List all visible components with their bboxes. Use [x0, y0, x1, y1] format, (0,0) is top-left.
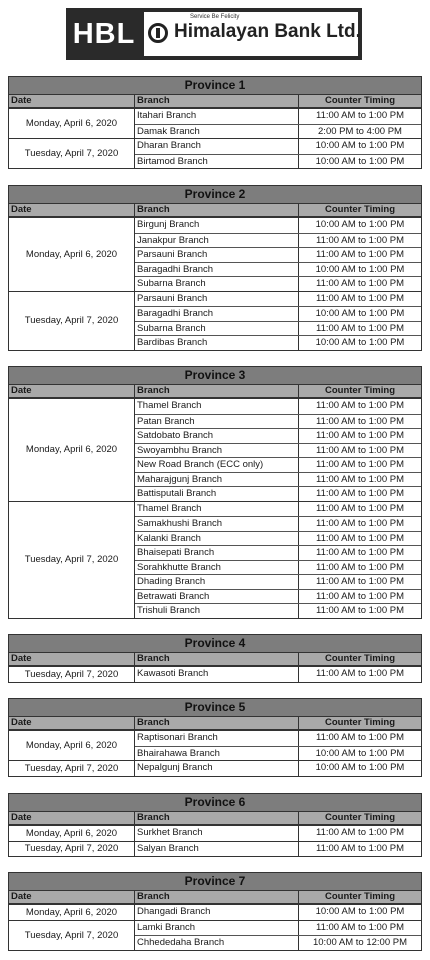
province-table: [8, 366, 422, 619]
logo-name-panel: [144, 12, 361, 56]
date-column-header: Date: [9, 204, 135, 216]
timing-cell: 10:00 AM to 1:00 PM: [315, 140, 405, 151]
date-column-header: Date: [9, 95, 135, 107]
timing-cell: 11:00 AM to 1:00 PM: [315, 732, 404, 743]
branch-column-header: Branch: [135, 891, 299, 903]
branch-cell: Surkhet Branch: [135, 826, 299, 841]
timing-cell: 10:00 AM to 1:00 PM: [315, 906, 405, 917]
timing-cell: 11:00 AM to 1:00 PM: [315, 532, 404, 544]
date-cell: Monday, April 6, 2020: [9, 731, 135, 760]
date-cell: Monday, April 6, 2020: [9, 905, 135, 920]
timing-cell: 11:00 AM to 1:00 PM: [315, 292, 404, 304]
timing-cell: 10:00 AM to 1:00 PM: [315, 219, 405, 230]
timing-cell: 11:00 AM to 1:00 PM: [315, 234, 404, 246]
timing-cell: 10:00 AM to 12:00 PM: [312, 937, 407, 948]
timing-cell: 11:00 AM to 1:00 PM: [315, 921, 404, 933]
table-row: [135, 276, 421, 291]
timing-column-header: Counter Timing: [324, 385, 396, 396]
timing-cell: 11:00 AM to 1:00 PM: [315, 547, 404, 558]
branch-cell: Battisputali Branch: [135, 487, 299, 501]
province-title: Province 4: [9, 635, 421, 653]
date-cell: Tuesday, April 7, 2020: [9, 502, 135, 618]
table-row: [135, 321, 421, 336]
branch-cell: Subarna Branch: [135, 277, 299, 291]
timing-cell: 11:00 AM to 1:00 PM: [315, 842, 404, 854]
table-row: [135, 531, 421, 546]
table-row: [135, 154, 421, 169]
column-header-row: [9, 653, 421, 666]
branch-cell: Parsauni Branch: [135, 292, 299, 307]
date-cell: Tuesday, April 7, 2020: [9, 292, 135, 350]
date-cell: Monday, April 6, 2020: [9, 399, 135, 501]
branch-cell: Parsauni Branch: [135, 248, 299, 262]
table-row: [135, 574, 421, 589]
table-row: [135, 247, 421, 262]
branch-cell: Kawasoti Branch: [135, 667, 299, 682]
date-cell: Tuesday, April 7, 2020: [9, 921, 135, 950]
branch-cell: Patan Branch: [135, 415, 299, 429]
province-title: Province 3: [9, 367, 421, 385]
branch-cell: Baragadhi Branch: [135, 263, 299, 277]
bank-logo: [66, 8, 362, 60]
date-group: [9, 760, 421, 776]
date-cell: Monday, April 6, 2020: [9, 218, 135, 291]
branch-cell: Satdobato Branch: [135, 429, 299, 443]
date-column-header: Date: [9, 385, 135, 397]
column-header-row: [9, 891, 421, 904]
timing-cell: 11:00 AM to 1:00 PM: [315, 400, 404, 411]
branch-cell: Dhangadi Branch: [135, 905, 299, 920]
date-group: [9, 108, 421, 138]
timing-cell: 11:00 AM to 1:00 PM: [315, 605, 404, 616]
branch-cell: Chhededaha Branch: [135, 936, 299, 950]
branch-cell: Subarna Branch: [135, 322, 299, 336]
branch-cell: Bardibas Branch: [135, 336, 299, 350]
table-row: [135, 826, 421, 841]
branch-cell: Baragadhi Branch: [135, 307, 299, 321]
branch-cell: Maharajgunj Branch: [135, 473, 299, 487]
table-row: [135, 457, 421, 472]
date-group: [9, 825, 421, 841]
timing-cell: 10:00 AM to 1:00 PM: [315, 308, 405, 319]
date-column-header: Date: [9, 891, 135, 903]
timing-cell: 11:00 AM to 1:00 PM: [315, 249, 404, 260]
timing-cell: 11:00 AM to 1:00 PM: [315, 473, 404, 485]
province-table: [8, 185, 422, 351]
date-group: [9, 730, 421, 760]
table-row: [135, 335, 421, 350]
date-cell: Monday, April 6, 2020: [9, 109, 135, 138]
branch-column-header: Branch: [135, 812, 299, 824]
branch-cell: Birtamod Branch: [135, 155, 299, 169]
table-row: [135, 399, 421, 414]
logo-tagline: Service Be Felicity: [190, 14, 240, 20]
timing-column-header: Counter Timing: [324, 95, 396, 106]
table-row: [135, 667, 421, 682]
province-table: [8, 698, 422, 777]
table-row: [135, 905, 421, 920]
date-group: [9, 904, 421, 920]
table-row: [135, 262, 421, 277]
branch-cell: Lamki Branch: [135, 921, 299, 936]
timing-cell: 11:00 AM to 1:00 PM: [315, 415, 404, 427]
province-title: Province 2: [9, 186, 421, 204]
timing-cell: 11:00 AM to 1:00 PM: [315, 110, 404, 121]
timing-cell: 11:00 AM to 1:00 PM: [315, 278, 404, 289]
branch-column-header: Branch: [135, 204, 299, 216]
branch-cell: Damak Branch: [135, 125, 299, 139]
timing-cell: 11:00 AM to 1:00 PM: [315, 576, 404, 587]
branch-cell: Itahari Branch: [135, 109, 299, 124]
date-cell: Monday, April 6, 2020: [9, 826, 135, 841]
branch-cell: Bhaisepati Branch: [135, 546, 299, 560]
timing-cell: 2:00 PM to 4:00 PM: [318, 125, 402, 137]
timing-cell: 10:00 AM to 1:00 PM: [315, 263, 405, 275]
timing-column-header: Counter Timing: [324, 717, 396, 728]
branch-column-header: Branch: [135, 653, 299, 665]
table-row: [135, 486, 421, 501]
timing-cell: 11:00 AM to 1:00 PM: [315, 590, 404, 602]
province-title: Province 6: [9, 794, 421, 812]
column-header-row: [9, 812, 421, 825]
timing-cell: 11:00 AM to 1:00 PM: [315, 444, 404, 456]
timing-cell: 11:00 AM to 1:00 PM: [315, 488, 404, 499]
table-row: [135, 516, 421, 531]
branch-cell: Sorahkhutte Branch: [135, 561, 299, 575]
date-group: [9, 398, 421, 501]
timing-cell: 11:00 AM to 1:00 PM: [315, 459, 404, 470]
branch-cell: Bhairahawa Branch: [135, 747, 299, 761]
table-row: [135, 560, 421, 575]
date-group: [9, 291, 421, 350]
bank-name: Himalayan Bank Ltd.: [174, 21, 361, 42]
province-title: Province 7: [9, 873, 421, 891]
timing-cell: 11:00 AM to 1:00 PM: [315, 668, 404, 679]
table-row: [135, 428, 421, 443]
table-row: [135, 233, 421, 248]
table-row: [135, 414, 421, 429]
branch-cell: Dhading Branch: [135, 575, 299, 589]
bank-emblem-icon: [148, 23, 168, 43]
branch-cell: Betrawati Branch: [135, 590, 299, 604]
branch-cell: Thamel Branch: [135, 502, 299, 517]
branch-cell: Swoyambhu Branch: [135, 444, 299, 458]
branch-cell: Birgunj Branch: [135, 218, 299, 233]
date-cell: Tuesday, April 7, 2020: [9, 761, 135, 776]
branch-cell: Kalanki Branch: [135, 532, 299, 546]
table-row: [135, 218, 421, 233]
table-row: [135, 935, 421, 950]
branch-cell: Thamel Branch: [135, 399, 299, 414]
branch-cell: Janakpur Branch: [135, 234, 299, 248]
date-cell: Tuesday, April 7, 2020: [9, 667, 135, 682]
branch-cell: Samakhushi Branch: [135, 517, 299, 531]
date-group: [9, 920, 421, 950]
timing-cell: 11:00 AM to 1:00 PM: [315, 502, 404, 514]
date-cell: Tuesday, April 7, 2020: [9, 139, 135, 168]
logo-abbreviation: HBL: [72, 18, 136, 50]
table-row: [135, 921, 421, 936]
table-row: [135, 589, 421, 604]
branch-column-header: Branch: [135, 385, 299, 397]
table-row: [135, 545, 421, 560]
date-group: [9, 138, 421, 168]
date-column-header: Date: [9, 653, 135, 665]
province-table: [8, 634, 422, 683]
date-column-header: Date: [9, 812, 135, 824]
date-cell: Tuesday, April 7, 2020: [9, 842, 135, 857]
table-row: [135, 292, 421, 307]
table-row: [135, 472, 421, 487]
date-group: [9, 501, 421, 618]
date-group: [9, 666, 421, 682]
table-row: [135, 502, 421, 517]
branch-cell: Trishuli Branch: [135, 604, 299, 618]
timing-column-header: Counter Timing: [324, 204, 396, 215]
branch-cell: New Road Branch (ECC only): [135, 458, 299, 472]
branch-cell: Raptisonari Branch: [135, 731, 299, 746]
timing-cell: 10:00 AM to 1:00 PM: [315, 762, 405, 773]
timing-cell: 11:00 AM to 1:00 PM: [315, 430, 404, 441]
timing-cell: 11:00 AM to 1:00 PM: [315, 561, 404, 573]
timing-cell: 10:00 AM to 1:00 PM: [315, 337, 405, 348]
table-row: [135, 842, 421, 857]
date-group: [9, 841, 421, 857]
timing-cell: 11:00 AM to 1:00 PM: [315, 322, 404, 334]
timing-cell: 11:00 AM to 1:00 PM: [315, 518, 404, 529]
timing-cell: 10:00 AM to 1:00 PM: [315, 155, 405, 167]
column-header-row: [9, 95, 421, 108]
province-title: Province 1: [9, 77, 421, 95]
province-table: [8, 872, 422, 951]
table-row: [135, 306, 421, 321]
branch-column-header: Branch: [135, 717, 299, 729]
timing-cell: 11:00 AM to 1:00 PM: [315, 827, 404, 838]
column-header-row: [9, 385, 421, 398]
table-row: [135, 109, 421, 124]
branch-cell: Nepalgunj Branch: [135, 761, 299, 776]
table-row: [135, 139, 421, 154]
branch-cell: Salyan Branch: [135, 842, 299, 857]
province-table: [8, 793, 422, 857]
table-row: [135, 124, 421, 139]
timing-cell: 10:00 AM to 1:00 PM: [315, 747, 405, 759]
province-table: [8, 76, 422, 169]
table-row: [135, 746, 421, 761]
table-row: [135, 761, 421, 776]
column-header-row: [9, 717, 421, 730]
timing-column-header: Counter Timing: [324, 653, 396, 664]
table-row: [135, 443, 421, 458]
branch-cell: Dharan Branch: [135, 139, 299, 154]
table-row: [135, 731, 421, 746]
branch-column-header: Branch: [135, 95, 299, 107]
date-column-header: Date: [9, 717, 135, 729]
date-group: [9, 217, 421, 291]
timing-column-header: Counter Timing: [324, 891, 396, 902]
column-header-row: [9, 204, 421, 217]
province-title: Province 5: [9, 699, 421, 717]
table-row: [135, 603, 421, 618]
timing-column-header: Counter Timing: [324, 812, 396, 823]
